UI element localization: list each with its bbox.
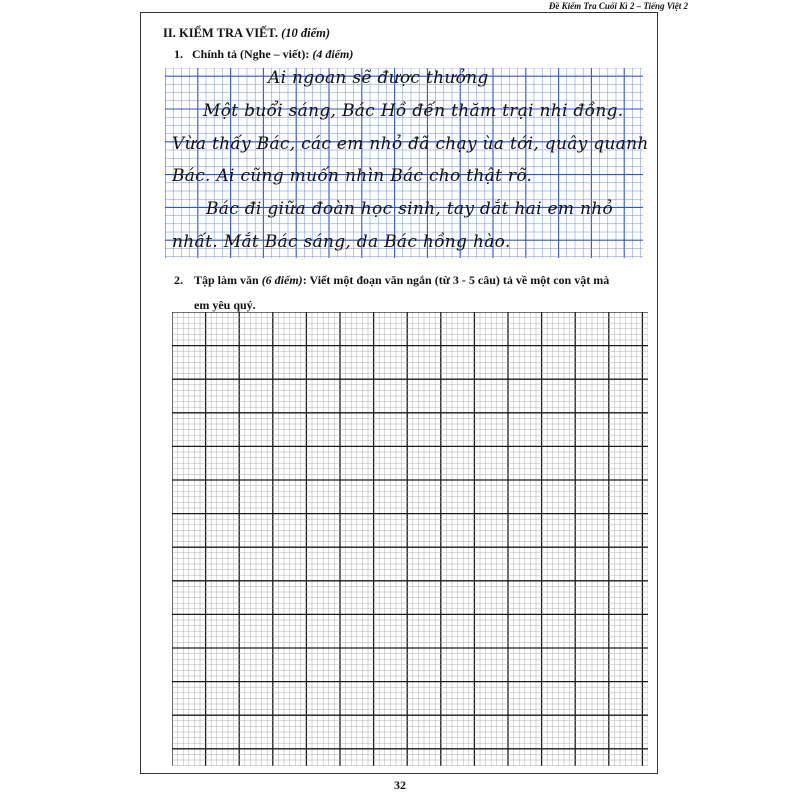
question2-number: 2. (174, 273, 183, 287)
dictation-grid (165, 68, 643, 258)
handwriting-line: Bác. Ai cũng muốn nhìn Bác cho thật rõ. (172, 166, 533, 186)
question2-prompt: : Viết một đoạn văn ngắn (từ 3 - 5 câu) tả về một con vật mà (302, 273, 610, 287)
section-title: KIỂM TRA VIẾT. (178, 26, 278, 40)
page-number: 32 (394, 778, 406, 792)
section-number: II. (163, 26, 176, 40)
handwriting-line: Ai ngoan sẽ được thưởng (268, 68, 489, 88)
question1-heading (174, 47, 353, 62)
section-heading (163, 26, 330, 41)
question2-heading (174, 268, 644, 318)
question1-number: 1. (174, 47, 183, 61)
essay-grid (172, 312, 648, 766)
question1-label: Chính tả (Nghe – viết): (192, 47, 310, 61)
section-points: (10 điểm) (281, 26, 331, 40)
question2-points: (6 điểm) (261, 273, 303, 287)
handwriting-line: nhất. Mắt Bác sáng, da Bác hồng hào. (172, 232, 511, 252)
question2-line1 (174, 268, 644, 293)
handwriting-line: Một buổi sáng, Bác Hồ đến thăm trại nhi đồng. (203, 101, 624, 121)
header-title: Đề Kiểm Tra Cuối Kì 2 – Tiếng Việt 2 (548, 1, 688, 11)
handwriting-line: Vừa thấy Bác, các em nhỏ đã chạy ùa tới, quây quanh (172, 134, 649, 154)
question2-label: Tập làm văn (194, 273, 259, 287)
question1-points: (4 điểm) (312, 47, 354, 61)
question2-line2: em yêu quý. (194, 298, 256, 312)
handwriting-line: Bác đi giữa đoàn học sinh, tay dắt hai em nhỏ (206, 199, 614, 219)
